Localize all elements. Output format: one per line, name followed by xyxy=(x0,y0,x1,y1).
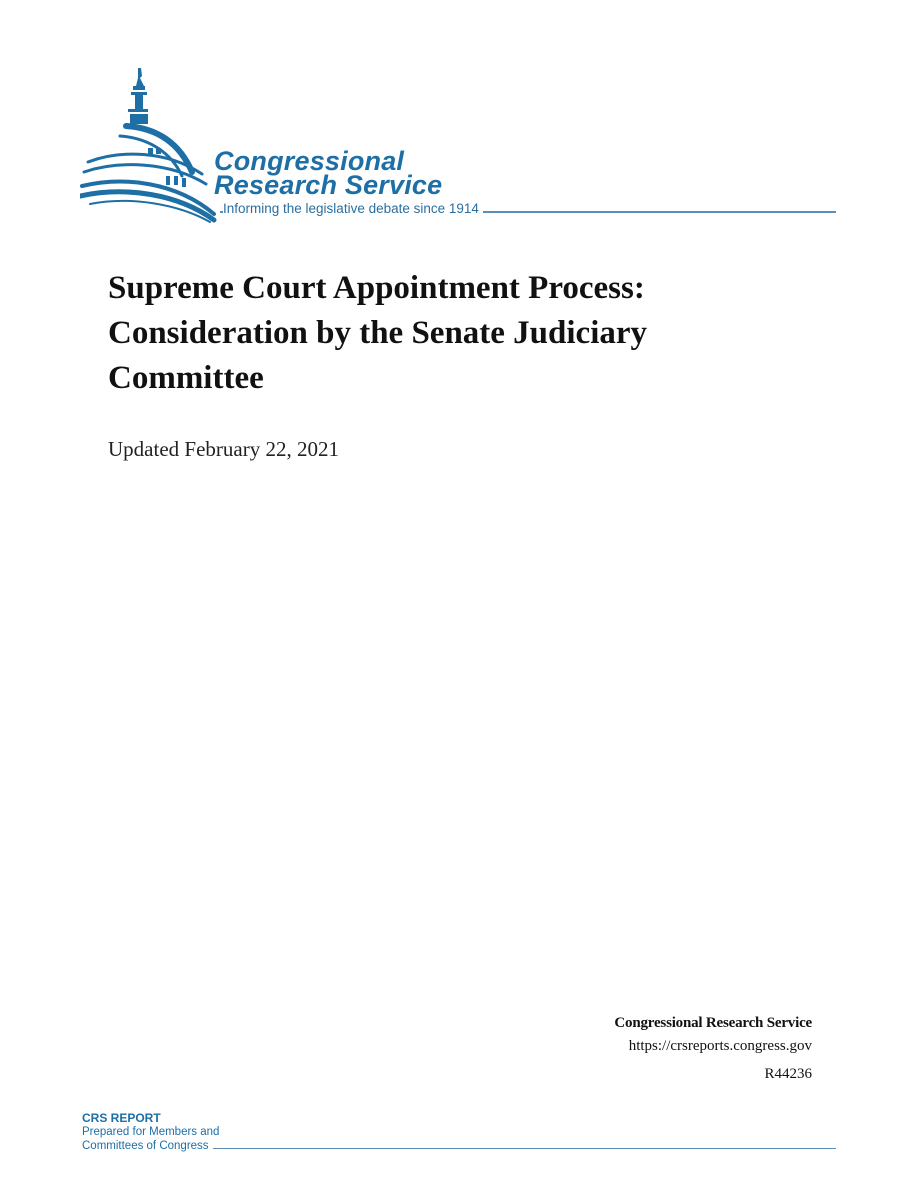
footer-line2: Committees of Congress xyxy=(82,1139,213,1153)
updated-date: Updated February 22, 2021 xyxy=(108,437,339,461)
logo-tagline: Informing the legislative debate since 1914 xyxy=(223,201,483,216)
capitol-dome-icon xyxy=(80,64,220,224)
report-id: R44236 xyxy=(764,1066,812,1082)
document-title: Supreme Court Appointment Process: Consideration by the Senate Judiciary Committee xyxy=(108,270,648,396)
publisher-block xyxy=(614,1012,812,1089)
footer-label: CRS REPORT xyxy=(82,1111,161,1125)
footer xyxy=(82,1111,836,1159)
publisher-url[interactable]: https://crsreports.congress.gov xyxy=(628,1038,812,1054)
publisher-organization: Congressional Research Service xyxy=(614,1015,812,1031)
footer-rule xyxy=(212,1148,836,1149)
footer-line1: Prepared for Members and xyxy=(82,1126,220,1138)
logo-name-line2: Research Service xyxy=(214,170,443,200)
logo-name-line1: Congressional xyxy=(214,146,405,176)
crs-logo xyxy=(80,64,840,224)
